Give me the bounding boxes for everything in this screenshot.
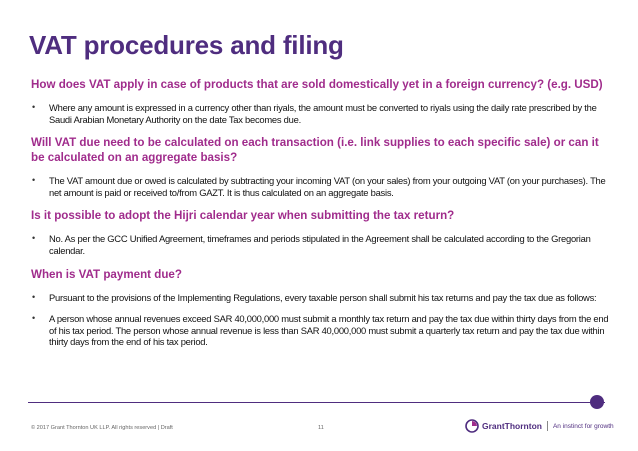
bullet-marker: •: [32, 313, 35, 324]
logo-text: GrantThornton: [482, 421, 542, 431]
bullet-text: A person whose annual revenues exceed SAR 40,000,000 must submit a monthly tax return and pay the tax due within thirty days from the end of his tax period. The person whose annual revenue is less than SAR 40,000,000 must submit a quarterly tax return and pay the tax due within thirty days from the end of his tax period.: [49, 313, 609, 348]
bullet-marker: •: [32, 233, 35, 244]
grant-thornton-logo: [465, 419, 614, 433]
bullet-text: Pursuant to the provisions of the Implementing Regulations, every taxable person shall submit his tax returns and pay the tax due as follows:: [49, 291, 597, 303]
question-2: Will VAT due need to be calculated on each transaction (i.e. link supplies to each specific sale) or can it be calculated on an aggregate basis?: [31, 136, 599, 165]
logo-separator: [547, 421, 548, 431]
bullet-2-1: [31, 175, 615, 198]
footer-copyright: © 2017 Grant Thornton UK LLP. All rights reserved | Draft: [31, 425, 173, 431]
bullet-text: Where any amount is expressed in a currency other than riyals, the amount must be converted to riyals using the daily rate prescribed by the Saudi Arabian Monetary Authority on the date Tax becomes due.: [49, 102, 597, 125]
question-1: How does VAT apply in case of products that are sold domestically yet in a foreign currency? (e.g. USD): [31, 78, 603, 91]
bullet-text: The VAT amount due or owed is calculated by subtracting your incoming VAT (on your sales) from your outgoing VAT (on your purchases). The net amount is paid or received to/from GAZT. It is thus calculated on an aggregate basis.: [49, 175, 606, 198]
question-4: When is VAT payment due?: [31, 267, 182, 281]
tagline: An instinct for growth: [552, 422, 614, 430]
bullet-1-1: [31, 102, 615, 125]
bullet-text: No. As per the GCC Unified Agreement, timeframes and periods stipulated in the Agreement shall be calculated according to the Gregorian calendar.: [49, 233, 591, 256]
question-3: Is it possible to adopt the Hijri calendar year when submitting the tax return?: [31, 209, 455, 223]
bullet-3-1: [31, 233, 615, 256]
grant-thornton-logo-icon: [465, 419, 479, 433]
bullet-marker: •: [32, 291, 35, 302]
content: [31, 77, 615, 358]
bullet-marker: •: [32, 175, 35, 186]
divider-line: [28, 402, 605, 403]
accent-circle: [590, 395, 604, 409]
bullet-marker: •: [32, 102, 35, 112]
page-number: 11: [318, 425, 324, 431]
slide-title: VAT procedures and filing: [29, 30, 344, 60]
bullet-4-2: [31, 313, 615, 348]
bullet-4-1: [31, 292, 615, 304]
